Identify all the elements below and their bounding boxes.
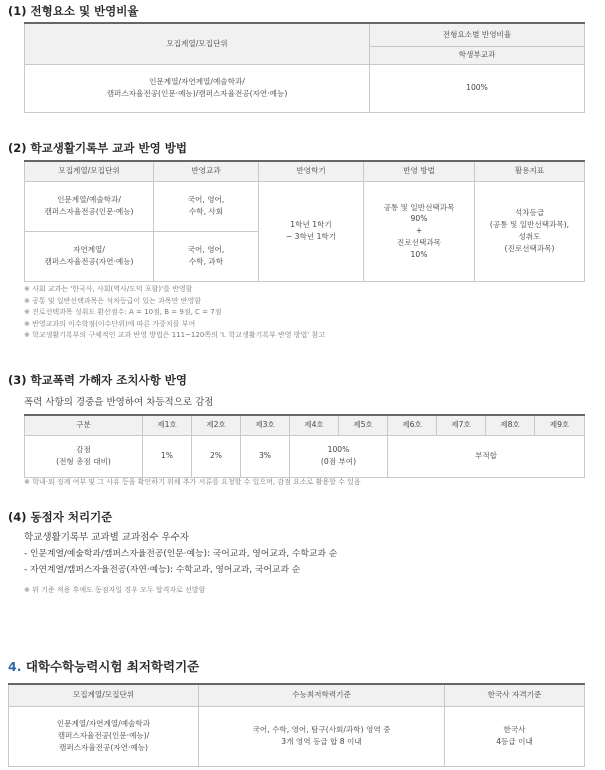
s3-header-col: 제2호	[192, 415, 241, 435]
s3-header-col: 제4호	[290, 415, 339, 435]
s3-row-label-line2: (전형 총점 대비)	[56, 457, 111, 466]
s3-header-col: 제6호	[388, 415, 437, 435]
s2-note: ※ 사회 교과는 '한국사, 사회(역사/도덕 포함)'를 반영함	[24, 285, 193, 293]
s2-note: ※ 공통 및 일반선택과목은 석차등급이 있는 과목만 반영함	[24, 296, 201, 305]
csat-header-criteria: 수능최저학력기준	[199, 684, 445, 706]
csat-criteria-line1: 국어, 수학, 영어, 탐구(사회/과학) 영역 중	[252, 725, 391, 735]
s2-row2-subject	[154, 231, 259, 281]
csat-title	[8, 657, 199, 675]
s3-header-col: 제8호	[486, 415, 535, 435]
s1-header-unit: 모집계열/모집단위	[25, 23, 370, 64]
s2-index-line1: 석차등급	[514, 208, 545, 218]
s2-method-line4: 진로선택과목	[396, 237, 441, 247]
s2-row2-unit-line2: 캠퍼스자율전공(자연·예능)	[44, 257, 134, 266]
s2-row1-unit	[25, 181, 154, 231]
s3-row-label	[25, 435, 143, 477]
csat-unit-line3: 캠퍼스자율전공(자연·예능)	[58, 742, 149, 752]
csat-criteria-line2: 3개 영역 등급 합 8 이내	[281, 737, 362, 746]
s2-row1-subject-line1: 국어, 영어,	[187, 195, 225, 205]
s3-value-1: 1%	[143, 435, 192, 477]
s1-row-unit-line2: 캠퍼스자율전공(인문·예능)/캠퍼스자율전공(자연·예능)	[106, 89, 288, 98]
s2-method-line3: +	[415, 226, 423, 236]
s3-note: ※ 학내·외 징계 여부 및 그 사유 등을 확인하기 위해 추가 서류를 요청할 수 있으며, 감점 요소로 활용할 수 있음	[24, 478, 361, 486]
csat-criteria	[199, 706, 445, 766]
csat-header-unit: 모집계열/모집단위	[9, 684, 199, 706]
s2-row1-unit-line2: 캠퍼스자율전공(인문·예능)	[44, 207, 134, 216]
s2-row2-unit	[25, 231, 154, 281]
s2-notes	[24, 284, 325, 342]
s2-row2-subject-line1: 국어, 영어,	[187, 245, 225, 255]
section1-title: (1) 전형요소 및 반영비율	[8, 4, 139, 18]
s2-row1-subject	[154, 181, 259, 231]
csat-history-line1: 한국사	[503, 725, 526, 735]
s2-method-line1: 공통 및 일반선택과목	[383, 202, 455, 212]
s1-header-subject: 학생부교과	[370, 46, 585, 64]
s3-header-col: 제1호	[143, 415, 192, 435]
s3-value-3: 3%	[241, 435, 290, 477]
csat-history	[445, 706, 585, 766]
s3-value-4-5	[290, 435, 388, 477]
section2-title: (2) 학교생활기록부 교과 반영 방법	[8, 141, 187, 155]
s1-table	[24, 22, 585, 113]
s4-note: ※ 위 기준 적용 후에도 동점자일 경우 모두 합격자로 선발함	[24, 586, 206, 594]
s2-row1-subject-line2: 수학, 사회	[188, 207, 224, 216]
s2-method	[364, 181, 475, 281]
s2-header-semester: 반영학기	[259, 161, 364, 181]
s2-note: ※ 반영교과의 이수학점(이수단위)에 따른 가중치를 부여	[24, 319, 196, 328]
s2-semester-line2: ~ 3학년 1학기	[285, 232, 337, 241]
s2-index-line2: (공통 및 일반선택과목),	[489, 220, 570, 230]
s2-row1-unit-line1: 인문계열/예술학과/	[57, 195, 121, 205]
s4-line1: 학교생활기록부 교과별 교과점수 우수자	[24, 532, 190, 543]
s2-header-subject: 반영교과	[154, 161, 259, 181]
s2-header-method: 반영 방법	[364, 161, 475, 181]
s2-row2-unit-line1: 자연계열/	[73, 245, 105, 255]
s2-header-unit: 모집계열/모집단위	[25, 161, 154, 181]
s3-header-col: 제9호	[535, 415, 585, 435]
s2-index	[475, 181, 585, 281]
s4-line3: - 자연계열/캠퍼스자율전공(자연·예능): 수학교과, 영어교과, 국어교과 순	[24, 565, 301, 575]
csat-unit-line2: 캠퍼스자율전공(인문·예능)/	[57, 731, 150, 741]
s3-header-col: 제3호	[241, 415, 290, 435]
s2-index-line4: (진로선택과목)	[504, 243, 555, 253]
csat-title-text: 대학수학능력시험 최저학력기준	[25, 659, 200, 674]
s1-header-ratio: 전형요소별 반영비율	[370, 23, 585, 46]
s3-row-label-line1: 감점	[76, 445, 91, 455]
s3-value-6-9: 부적합	[388, 435, 585, 477]
section4-title: (4) 동점자 처리기준	[8, 510, 113, 524]
csat-header-history: 한국사 자격기준	[445, 684, 585, 706]
s3-header-col: 제5호	[339, 415, 388, 435]
csat-unit	[9, 706, 199, 766]
s3-value-4-5-line1: 100%	[327, 445, 350, 455]
s3-table	[24, 414, 585, 478]
s3-value-4-5-line2: (0점 부여)	[320, 457, 357, 466]
s4-body	[24, 530, 337, 578]
s3-header-label: 구분	[25, 415, 143, 435]
s4-line2: - 인문계열/예술학과/캠퍼스자율전공(인문·예능): 국어교과, 영어교과, 수학교과 순	[24, 549, 338, 559]
s1-row-unit	[25, 64, 370, 112]
s3-header-col: 제7호	[437, 415, 486, 435]
csat-unit-line1: 인문계열/자연계열/예술학과	[56, 719, 151, 729]
s2-note: ※ 진로선택과목 성취도 환산점수: A = 10점, B = 9점, C = 7점	[24, 308, 222, 316]
s2-header-index: 활용지표	[475, 161, 585, 181]
csat-history-line2: 4등급 이내	[496, 737, 533, 746]
s1-row-value: 100%	[370, 64, 585, 112]
s2-method-line2: 90%	[410, 214, 428, 224]
s3-subtitle: 폭력 사항의 경중을 반영하여 차등적으로 감점	[24, 397, 214, 408]
s2-note: ※ 학교생활기록부의 구체적인 교과 반영 방법은 111~120쪽의 'Ⅰ. 학교생활기록부 반영 방법' 참고	[24, 331, 325, 339]
s2-table	[24, 160, 585, 282]
s2-row2-subject-line2: 수학, 과학	[188, 257, 224, 266]
s3-value-2: 2%	[192, 435, 241, 477]
s2-semester-line1: 1학년 1학기	[290, 220, 332, 230]
s2-method-line5: 10%	[410, 249, 428, 259]
s2-index-line3: 성취도	[518, 232, 541, 241]
s1-row-unit-line1: 인문계열/자연계열/예술학과/	[149, 77, 245, 87]
csat-table	[8, 683, 585, 767]
section3-title: (3) 학교폭력 가해자 조치사항 반영	[8, 373, 187, 387]
s2-semester	[259, 181, 364, 281]
csat-number: 4.	[8, 659, 22, 674]
